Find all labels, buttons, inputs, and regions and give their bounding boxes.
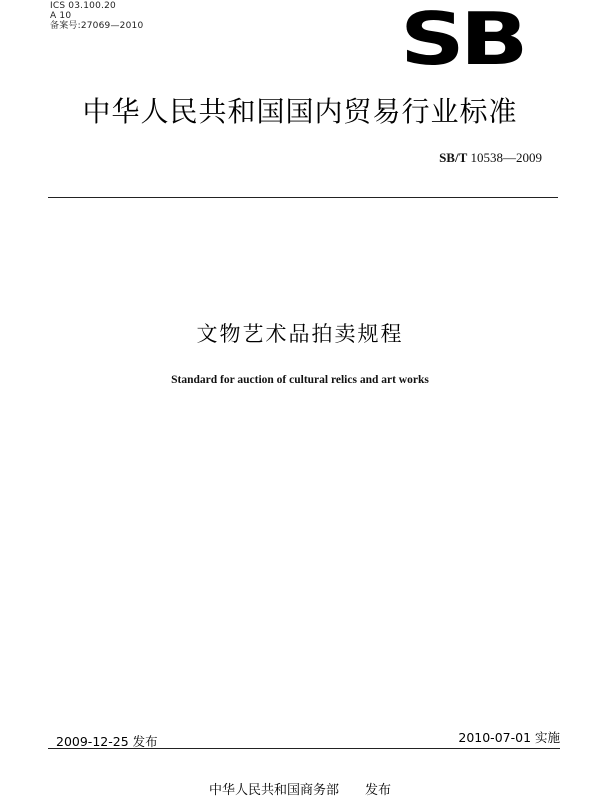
record-number: 备案号:27069—2010 [50,21,144,31]
ics-code: ICS 03.100.20 [50,1,116,11]
sb-logo: SB [400,0,524,81]
issue-date: 2009-12-25 发布 [56,734,158,749]
issuer-title: 中华人民共和国国内贸易行业标准 [82,95,518,128]
document-title-en: Standard for auction of cultural relics and art works [171,374,429,386]
publisher-line [0,779,600,798]
ccs-code: A 10 [50,11,72,21]
footer-divider [48,748,560,749]
publisher-name: 中华人民共和国商务部 [208,783,339,798]
implementation-date: 2010-07-01 实施 [458,730,560,745]
standard-code: 10538—2009 [470,150,542,165]
document-title-cn: 文物艺术品拍卖规程 [196,322,404,346]
standard-number [439,150,542,166]
standard-prefix: SB/T [439,150,468,165]
header-divider [48,197,558,198]
publisher-action: 发布 [365,783,392,798]
